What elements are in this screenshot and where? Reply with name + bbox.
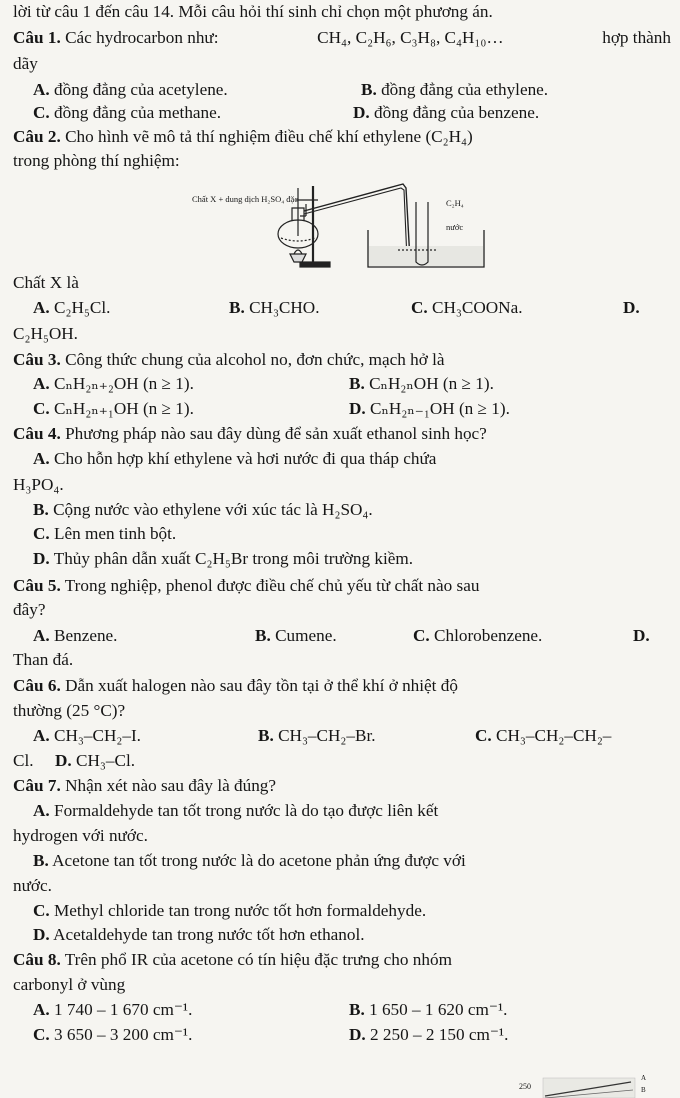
q6-text: Dẫn xuất halogen nào sau đây tồn tại ở thể khí ở nhiệt độ — [65, 676, 458, 695]
q1-formulas: CH₄, C₂H₆, C₃H₈, C₄H₁₀… — [317, 28, 504, 47]
q1-text-b: hợp thành — [602, 28, 671, 47]
spectrum-label-b: B — [641, 1086, 646, 1094]
flask-liquid — [281, 238, 315, 241]
q8-option-b-text: 1 650 – 1 620 cm⁻¹. — [369, 1000, 508, 1019]
spectrum-region — [543, 1078, 635, 1098]
q8-option-c[interactable]: C. 3 650 – 3 200 cm⁻¹. — [33, 1025, 193, 1044]
q6-option-c-cont: Cl. — [13, 751, 34, 770]
q3-line — [13, 350, 445, 371]
q5-text: Trong nghiệp, phenol được điều chế chủ yếu từ chất nào sau — [64, 576, 480, 595]
q6-label: Câu 6. — [13, 676, 61, 695]
q8-option-a[interactable]: A. 1 740 – 1 670 cm⁻¹. — [33, 1000, 193, 1019]
intro-line: lời từ câu 1 đến câu 14. Mỗi câu hỏi thí sinh chỉ chọn một phương án. — [13, 2, 493, 21]
q2-stem: Chất X là — [13, 273, 79, 292]
q5-line1 — [13, 576, 479, 597]
q8-line1 — [13, 950, 452, 971]
water-label: nước — [446, 222, 464, 232]
q8-label: Câu 8. — [13, 950, 61, 969]
q3-label: Câu 3. — [13, 350, 61, 369]
q4-label: Câu 4. — [13, 424, 61, 443]
q4-text: Phương pháp nào sau đây dùng để sản xuất ethanol sinh học? — [65, 424, 487, 443]
spectrum-drawing — [521, 1068, 661, 1098]
q4-option-b[interactable]: B. Cộng nước vào ethylene với xúc tác là H₂SO₄. — [33, 500, 373, 519]
q4-option-d-text: Thủy phân dẫn xuất C₂H₅Br trong môi trường kiềm. — [53, 549, 414, 568]
q5-option-c-text: Chlorobenzene. — [434, 626, 543, 645]
q7-option-d[interactable]: D. Acetaldehyde tan trong nước tốt hơn ethanol. — [33, 925, 365, 944]
q1-option-b-text: đồng đẳng của ethylene. — [381, 80, 549, 99]
q7-option-c-text: Methyl chloride tan trong nước tốt hơn formaldehyde. — [54, 901, 427, 920]
q6-option-c-text: CH₃–CH₂–CH₂– — [496, 726, 612, 745]
q4-option-a-text: Cho hỗn hợp khí ethylene và hơi nước đi qua tháp chứa — [54, 449, 437, 468]
q1-option-a-text: đồng đẳng của acetylene. — [54, 80, 228, 99]
q3-option-a-text: CₙH₂ₙ₊₂OH (n ≥ 1). — [54, 374, 194, 393]
spectrum-label-a: A — [641, 1074, 647, 1082]
q2-option-d-marker[interactable]: D. — [623, 298, 640, 317]
ir-spectrum-fragment — [521, 1068, 661, 1098]
q4-option-c[interactable]: C. Lên men tinh bột. — [33, 524, 177, 543]
q7-label: Câu 7. — [13, 776, 61, 795]
q2-line2: trong phòng thí nghiệm: — [13, 151, 180, 170]
q7-line — [13, 776, 276, 797]
q4-option-a[interactable]: A. Cho hỗn hợp khí ethylene và hơi nước đi qua tháp chứa — [33, 449, 437, 468]
q2-option-b-text: CH₃CHO. — [249, 298, 320, 317]
q3-option-b[interactable]: B. CₙH₂ₙOH (n ≥ 1). — [349, 374, 494, 393]
q3-option-c[interactable]: C. CₙH₂ₙ₊₁OH (n ≥ 1). — [33, 399, 194, 418]
apparatus-drawing — [188, 178, 488, 268]
q6-option-d[interactable]: D. CH₃–Cl. — [55, 751, 136, 770]
q2-option-b[interactable]: B. CH₃CHO. — [229, 298, 320, 317]
q8-option-d-text: 2 250 – 2 150 cm⁻¹. — [370, 1025, 509, 1044]
q3-option-c-text: CₙH₂ₙ₊₁OH (n ≥ 1). — [54, 399, 194, 418]
q8-option-d[interactable]: D. 2 250 – 2 150 cm⁻¹. — [349, 1025, 509, 1044]
q6-option-b[interactable]: B. CH₃–CH₂–Br. — [258, 726, 376, 745]
q7-text: Nhận xét nào sau đây là đúng? — [65, 776, 277, 795]
q1-option-c-text: đồng đẳng của methane. — [54, 103, 222, 122]
q1-option-d[interactable]: D. đồng đẳng của benzene. — [353, 103, 540, 122]
q2-option-c[interactable]: C. CH₃COONa. — [411, 298, 523, 317]
q8-option-b[interactable]: B. 1 650 – 1 620 cm⁻¹. — [349, 1000, 508, 1019]
q2-option-a-text: C₂H₅Cl. — [54, 298, 111, 317]
q8-option-a-text: 1 740 – 1 670 cm⁻¹. — [54, 1000, 193, 1019]
q5-option-b[interactable]: B. Cumene. — [255, 626, 337, 645]
q6-option-b-text: CH₃–CH₂–Br. — [278, 726, 376, 745]
q1-option-d-text: đồng đẳng của benzene. — [374, 103, 540, 122]
q1-option-a[interactable]: A. đồng đẳng của acetylene. — [33, 80, 228, 99]
q5-option-d-text: Than đá. — [13, 650, 74, 669]
q1-option-b[interactable]: B. đồng đẳng của ethylene. — [361, 80, 549, 99]
q5-option-d-marker[interactable]: D. — [633, 626, 650, 645]
q3-option-d[interactable]: D. CₙH₂ₙ₋₁OH (n ≥ 1). — [349, 399, 510, 418]
q2-line1 — [13, 127, 473, 148]
q2-option-a[interactable]: A. C₂H₅Cl. — [33, 298, 111, 317]
q6-option-a-text: CH₃–CH₂–I. — [54, 726, 141, 745]
q2-text: Cho hình vẽ mô tả thí nghiệm điều chế khí ethylene (C₂H₄) — [65, 127, 473, 146]
gas-label: C₂H₄ — [446, 198, 464, 208]
q6-line1 — [13, 676, 458, 697]
q3-option-d-text: CₙH₂ₙ₋₁OH (n ≥ 1). — [370, 399, 510, 418]
q5-option-a-text: Benzene. — [54, 626, 118, 645]
stand-base — [300, 262, 330, 267]
q4-option-c-text: Lên men tinh bột. — [54, 524, 177, 543]
q6-line2: thường (25 °C)? — [13, 701, 126, 720]
q3-option-b-text: CₙH₂ₙOH (n ≥ 1). — [369, 374, 494, 393]
q2-option-c-text: CH₃COONa. — [432, 298, 523, 317]
q6-option-d-text: CH₃–Cl. — [76, 751, 136, 770]
reagent-label: Chất X + dung dịch H₂SO₄ đặc — [192, 194, 299, 204]
q7-option-a[interactable]: A. Formaldehyde tan tốt trong nước là do tạo được liên kết — [33, 801, 439, 820]
q1-option-c[interactable]: C. đồng đẳng của methane. — [33, 103, 222, 122]
q4-option-b-text: Cộng nước vào ethylene với xúc tác là H₂SO₄. — [53, 500, 373, 519]
q5-option-b-text: Cumene. — [275, 626, 337, 645]
q3-text: Công thức chung của alcohol no, đơn chức, mạch hở là — [65, 350, 445, 369]
burner — [290, 254, 306, 262]
q6-option-a[interactable]: A. CH₃–CH₂–I. — [33, 726, 141, 745]
q8-option-c-text: 3 650 – 3 200 cm⁻¹. — [54, 1025, 193, 1044]
q5-option-c[interactable]: C. Chlorobenzene. — [413, 626, 543, 645]
q8-line2: carbonyl ở vùng — [13, 975, 126, 994]
q4-line — [13, 424, 487, 445]
q5-label: Câu 5. — [13, 576, 61, 595]
q7-option-a-text: Formaldehyde tan tốt trong nước là do tạo được liên kết — [54, 801, 439, 820]
q6-option-c[interactable]: C. CH₃–CH₂–CH₂– — [475, 726, 612, 745]
q8-text: Trên phổ IR của acetone có tín hiệu đặc trưng cho nhóm — [64, 950, 452, 969]
q7-option-a-cont: hydrogen với nước. — [13, 826, 148, 845]
q5-line2: đây? — [13, 600, 46, 619]
q7-option-b[interactable]: B. Acetone tan tốt trong nước là do acetone phản ứng được với — [33, 851, 466, 870]
q1-line1 — [13, 28, 671, 49]
q7-option-b-text: Acetone tan tốt trong nước là do acetone phản ứng được với — [52, 851, 466, 870]
q1-label: Câu 1. — [13, 28, 61, 47]
flame — [294, 250, 302, 254]
ethylene-apparatus-figure — [188, 178, 488, 268]
q3-option-a[interactable]: A. CₙH₂ₙ₊₂OH (n ≥ 1). — [33, 374, 194, 393]
q4-option-a-cont: H₃PO₄. — [13, 475, 64, 494]
q1-line2: dãy — [13, 54, 38, 73]
spectrum-tick-label: 250 — [519, 1082, 531, 1091]
q4-option-d[interactable]: D. Thủy phân dẫn xuất C₂H₅Br trong môi trường kiềm. — [33, 549, 414, 568]
q7-option-c[interactable]: C. Methyl chloride tan trong nước tốt hơn formaldehyde. — [33, 901, 427, 920]
q7-option-d-text: Acetaldehyde tan trong nước tốt hơn ethanol. — [53, 925, 365, 944]
q2-option-d-text: C₂H₅OH. — [13, 324, 78, 343]
q1-text: Các hydrocarbon như: — [65, 28, 219, 47]
q7-option-b-cont: nước. — [13, 876, 52, 895]
q5-option-a[interactable]: A. Benzene. — [33, 626, 118, 645]
q2-label: Câu 2. — [13, 127, 61, 146]
